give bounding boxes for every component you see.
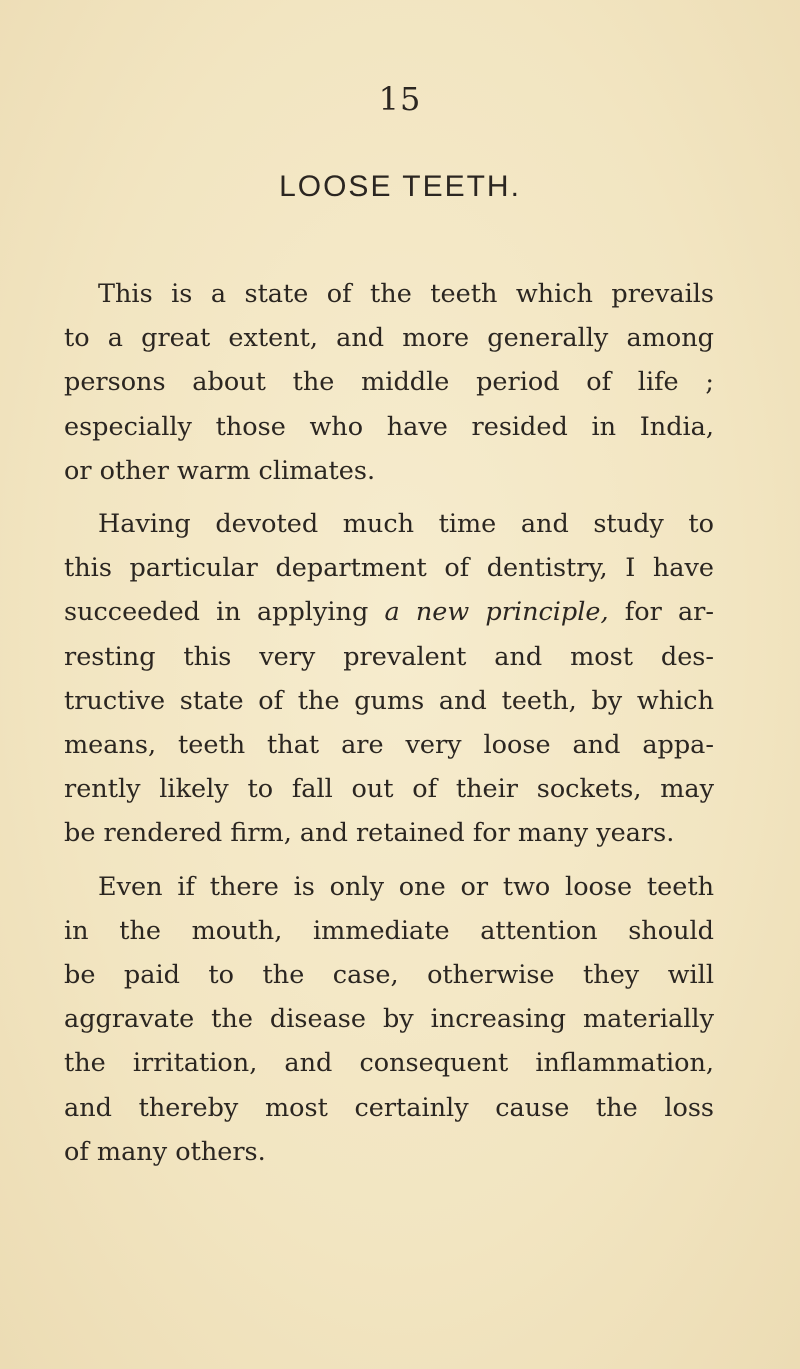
text-line: Having devoted much time and study to bbox=[98, 509, 714, 540]
paragraph bbox=[64, 502, 714, 856]
text-line: This is a state of the teeth which prevails bbox=[98, 279, 714, 309]
page-number: 15 bbox=[378, 80, 422, 118]
text-line: tructive state of the gums and teeth, by which bbox=[64, 685, 714, 716]
text-line: resting this very prevalent and most des- bbox=[64, 641, 714, 672]
text-line: means, teeth that are very loose and appa- bbox=[64, 730, 714, 761]
text-line: the irritation, and consequent inflammation, bbox=[64, 1048, 714, 1079]
text-line: and thereby most certainly cause the loss bbox=[64, 1092, 714, 1123]
text-line: be rendered firm, and retained for many years. bbox=[64, 818, 675, 849]
chapter-heading: LOOSE TEETH. bbox=[279, 170, 521, 203]
text-line: rently likely to fall out of their sockets, may bbox=[64, 774, 714, 805]
text-line: or other warm climates. bbox=[64, 455, 376, 486]
text-line bbox=[64, 590, 714, 634]
text-line: to a great extent, and more generally among bbox=[64, 323, 714, 354]
text-line: Even if there is only one or two loose teeth bbox=[98, 871, 714, 902]
text-segment: for ar- bbox=[608, 597, 714, 628]
text-line: in the mouth, immediate attention should bbox=[64, 915, 714, 946]
paragraph bbox=[64, 272, 714, 493]
emphasized-text: a new principle, bbox=[384, 597, 609, 628]
paragraph bbox=[64, 865, 714, 1174]
body-text bbox=[64, 272, 714, 1174]
text-line: of many others. bbox=[64, 1136, 266, 1167]
text-line: aggravate the disease by increasing materially bbox=[64, 1004, 714, 1035]
text-segment: succeeded in applying bbox=[64, 597, 385, 628]
text-line: especially those who have resided in India, bbox=[64, 411, 714, 442]
text-line: this particular department of dentistry, I have bbox=[64, 553, 714, 584]
text-line: be paid to the case, otherwise they will bbox=[64, 960, 714, 991]
text-line: persons about the middle period of life ; bbox=[64, 367, 714, 398]
